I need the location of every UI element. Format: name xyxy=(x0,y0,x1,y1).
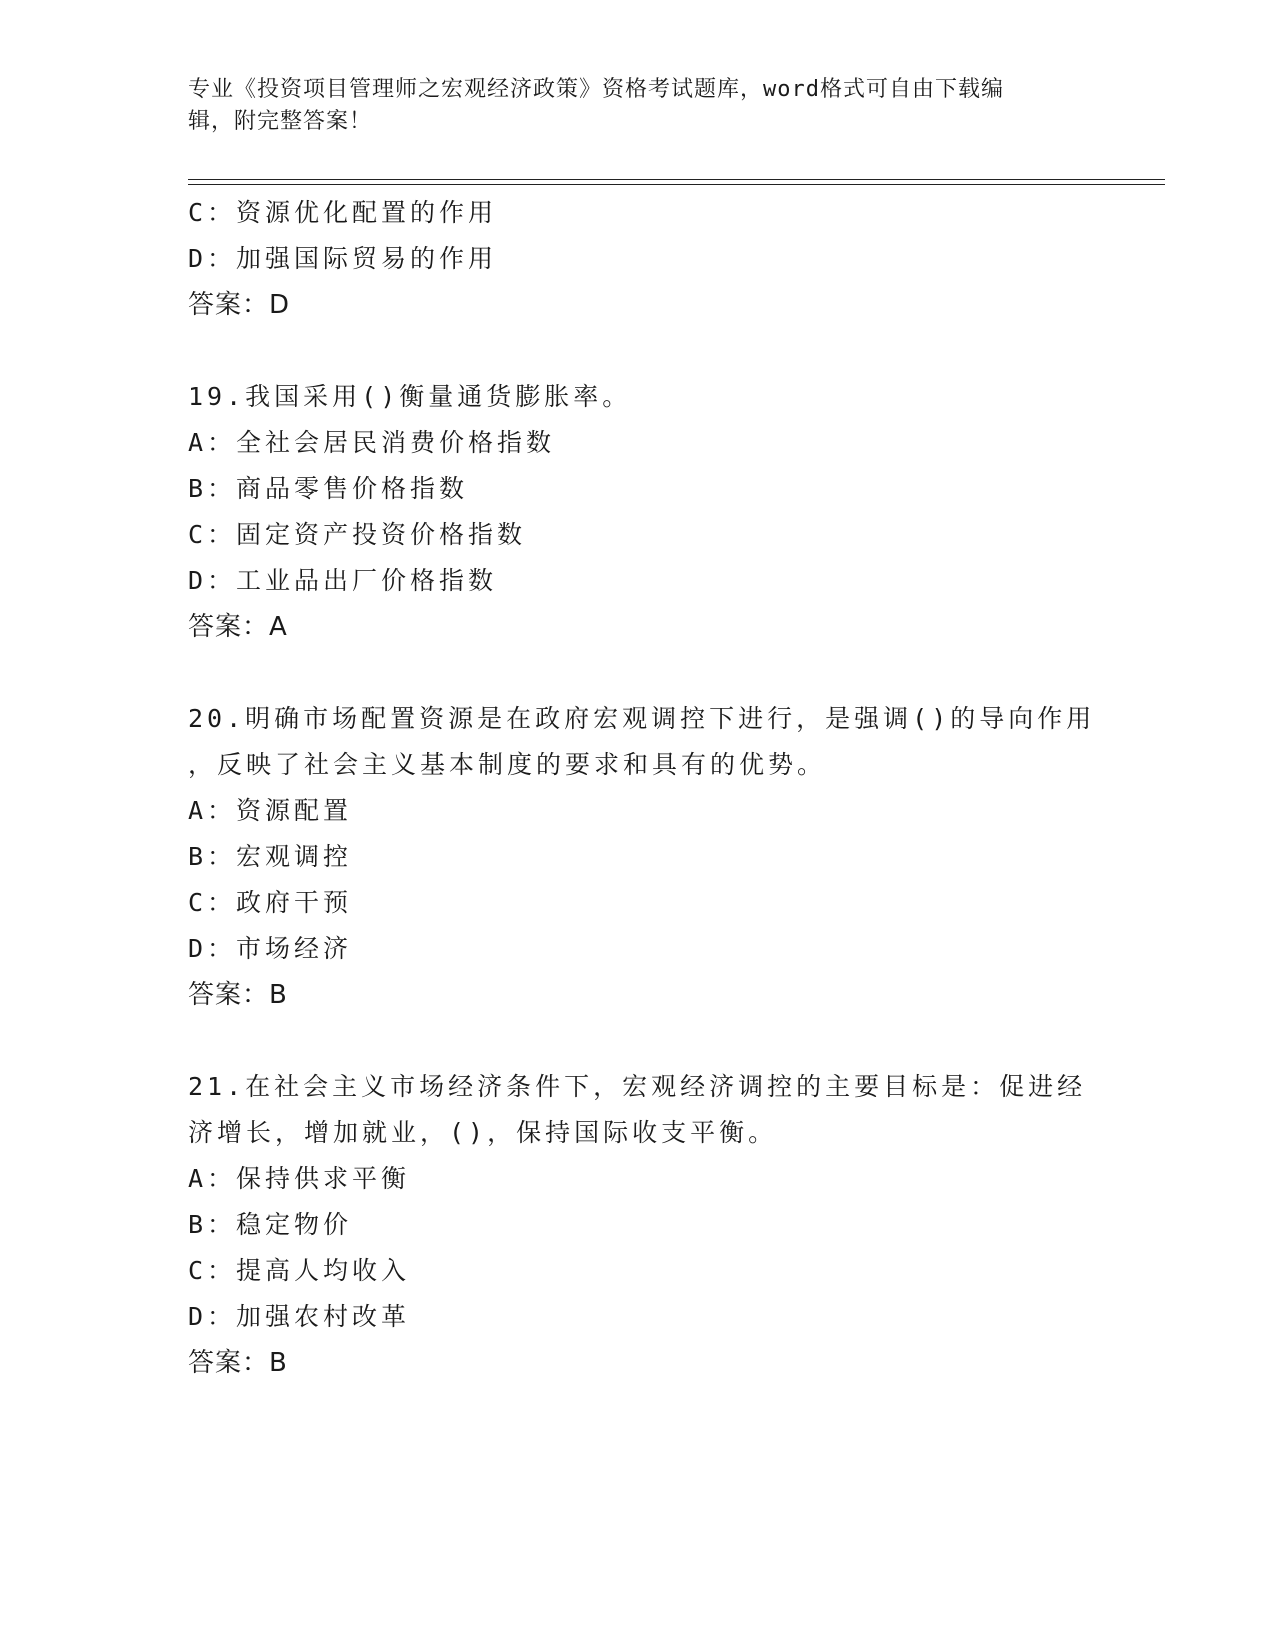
option-c: C：资源优化配置的作用 xyxy=(188,198,498,227)
option-d: D：加强国际贸易的作用 xyxy=(188,244,498,273)
option-b: B：商品零售价格指数 xyxy=(188,474,469,503)
header-rule-bottom xyxy=(188,184,1165,185)
spacer xyxy=(188,650,1088,696)
header-line-2: 辑，附完整答案！ xyxy=(188,109,373,134)
document-header xyxy=(188,74,1088,138)
answer: 答案：B xyxy=(188,1348,288,1378)
spacer xyxy=(188,328,1088,374)
option-c: C：固定资产投资价格指数 xyxy=(188,520,527,549)
spacer xyxy=(188,1018,1088,1064)
question-19 xyxy=(188,374,1088,650)
option-b: B：宏观调控 xyxy=(188,842,353,871)
option-a: A：全社会居民消费价格指数 xyxy=(188,428,556,457)
option-d: D：加强农村改革 xyxy=(188,1302,411,1331)
option-d: D：工业品出厂价格指数 xyxy=(188,566,498,595)
option-a: A：资源配置 xyxy=(188,796,353,825)
option-c: C：提高人均收入 xyxy=(188,1256,411,1285)
question-text-line-2: ，反映了社会主义基本制度的要求和具有的优势。 xyxy=(188,750,827,779)
answer: 答案：D xyxy=(188,290,291,320)
question-20 xyxy=(188,696,1096,1018)
question-18-continued xyxy=(188,190,1088,328)
question-list xyxy=(188,190,1096,1386)
answer: 答案：B xyxy=(188,980,288,1010)
header-line-1: 专业《投资项目管理师之宏观经济政策》资格考试题库，word格式可自由下载编 xyxy=(188,77,1004,102)
option-d: D：市场经济 xyxy=(188,934,353,963)
option-b: B：稳定物价 xyxy=(188,1210,353,1239)
option-a: A：保持供求平衡 xyxy=(188,1164,411,1193)
question-text: 19.我国采用()衡量通货膨胀率。 xyxy=(188,382,632,411)
question-text-line-1: 21.在社会主义市场经济条件下，宏观经济调控的主要目标是：促进经 xyxy=(188,1072,1087,1101)
answer: 答案：A xyxy=(188,612,288,642)
option-c: C：政府干预 xyxy=(188,888,353,917)
question-text-line-2: 济增长，增加就业，()，保持国际收支平衡。 xyxy=(188,1118,778,1147)
header-rule-top xyxy=(188,179,1165,180)
question-text-line-1: 20.明确市场配置资源是在政府宏观调控下进行，是强调()的导向作用 xyxy=(188,704,1096,733)
question-21 xyxy=(188,1064,1088,1386)
